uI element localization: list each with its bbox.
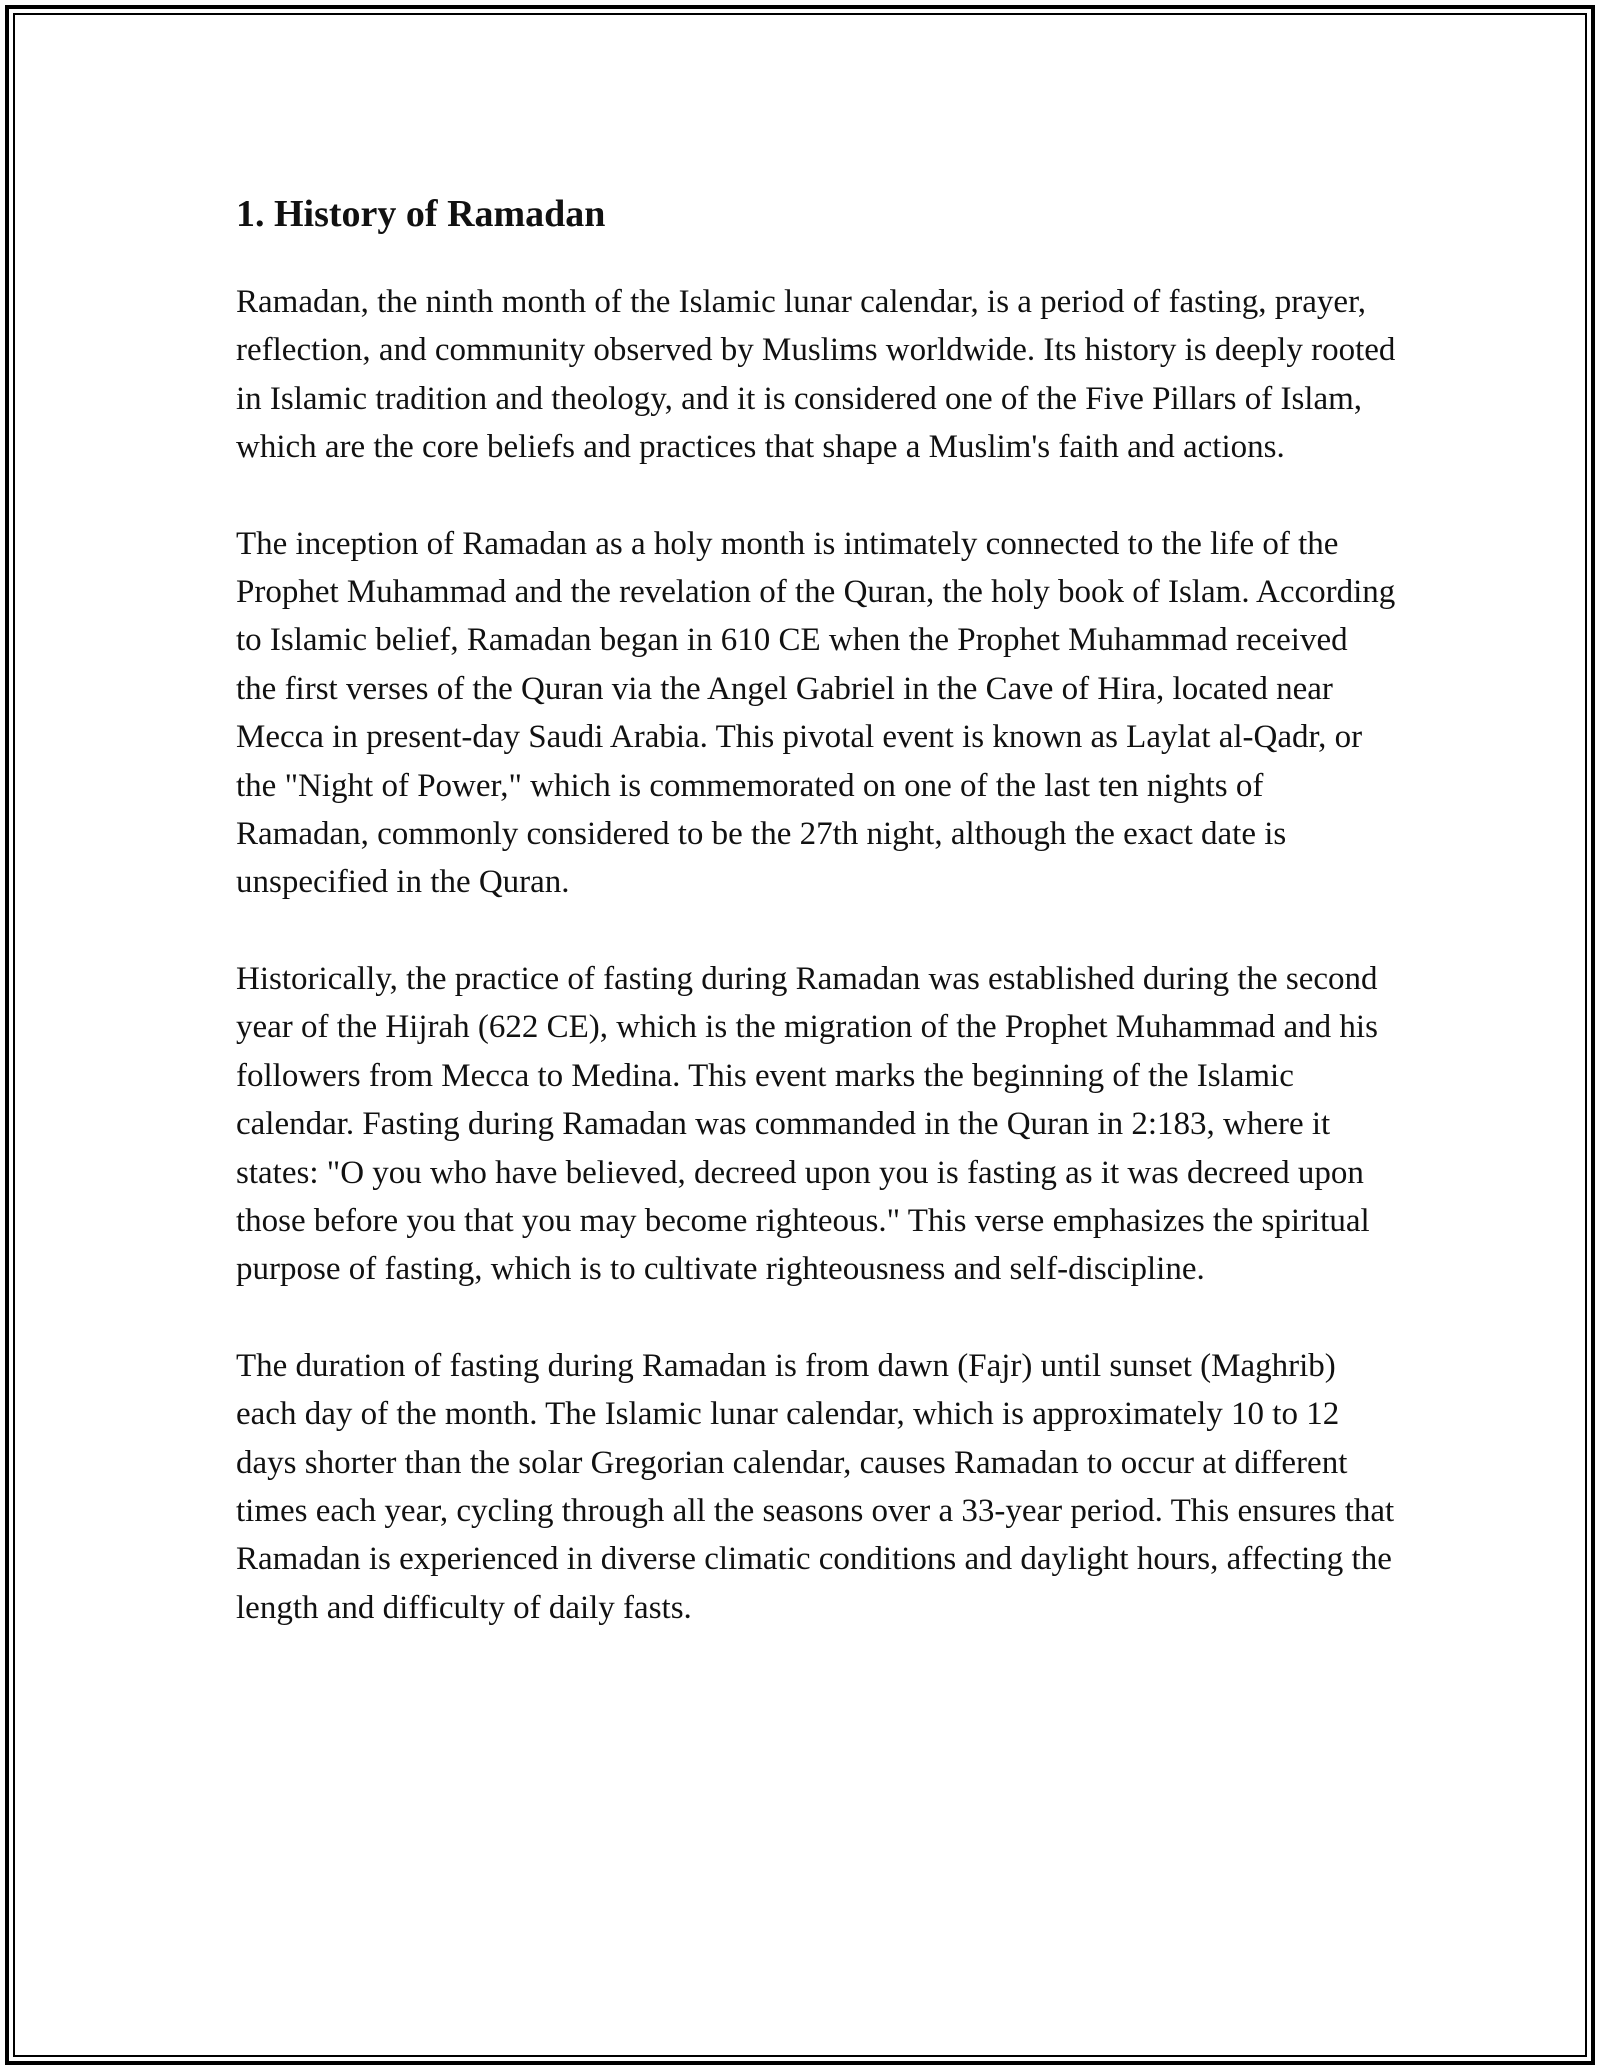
section-heading: 1. History of Ramadan xyxy=(236,193,606,235)
paragraph-fasting-duration: The duration of fasting during Ramadan is from dawn (Fajr) until sunset (Maghrib) each day of the month. The Islamic lunar calendar, which is approximately 10 to 12 days shorter than the solar Gregorian calendar, causes Ramadan to occur at different times each year, cycling through all the seasons over a 33-year period. This ensures that Ramadan is experienced in diverse climatic conditions and daylight hours, affecting the length and difficulty of daily fasts. xyxy=(236,1347,1395,1626)
paragraph-inception: The inception of Ramadan as a holy month is intimately connected to the life of the Prophet Muhammad and the revelation of the Quran, the holy book of Islam. According to Islamic belief, Ramadan began in 610 CE when the Prophet Muhammad received the first verses of the Quran via the Angel Gabriel in the Cave of Hira, located near Mecca in present-day Saudi Arabia. This pivotal event is known as Laylat al-Qadr, or the "Night of Power," which is commemorated on one of the last ten nights of Ramadan, commonly considered to be the 27th night, although the exact date is unspecified in the Quran. xyxy=(236,525,1396,901)
paragraph-intro: Ramadan, the ninth month of the Islamic lunar calendar, is a period of fasting, prayer, reflection, and community observed by Muslims worldwide. Its history is deeply rooted in Islamic tradition and theology, and it is considered one of the Five Pillars of Islam, which are the core beliefs and practices that shape a Muslim's faith and actions. xyxy=(236,284,1396,466)
paragraph-fasting-history: Historically, the practice of fasting during Ramadan was established during the second year of the Hijrah (622 CE), which is the migration of the Prophet Muhammad and his followers from Mecca to Medina. This event marks the beginning of the Islamic calendar. Fasting during Ramadan was commanded in the Quran in 2:183, where it states: "O you who have believed, decreed upon you is fasting as it was decreed upon those before you that you may become righteous." This verse emphasizes the spiritual purpose of fasting, which is to cultivate righteousness and self-discipline. xyxy=(236,960,1378,1288)
document-body xyxy=(236,186,1396,1680)
